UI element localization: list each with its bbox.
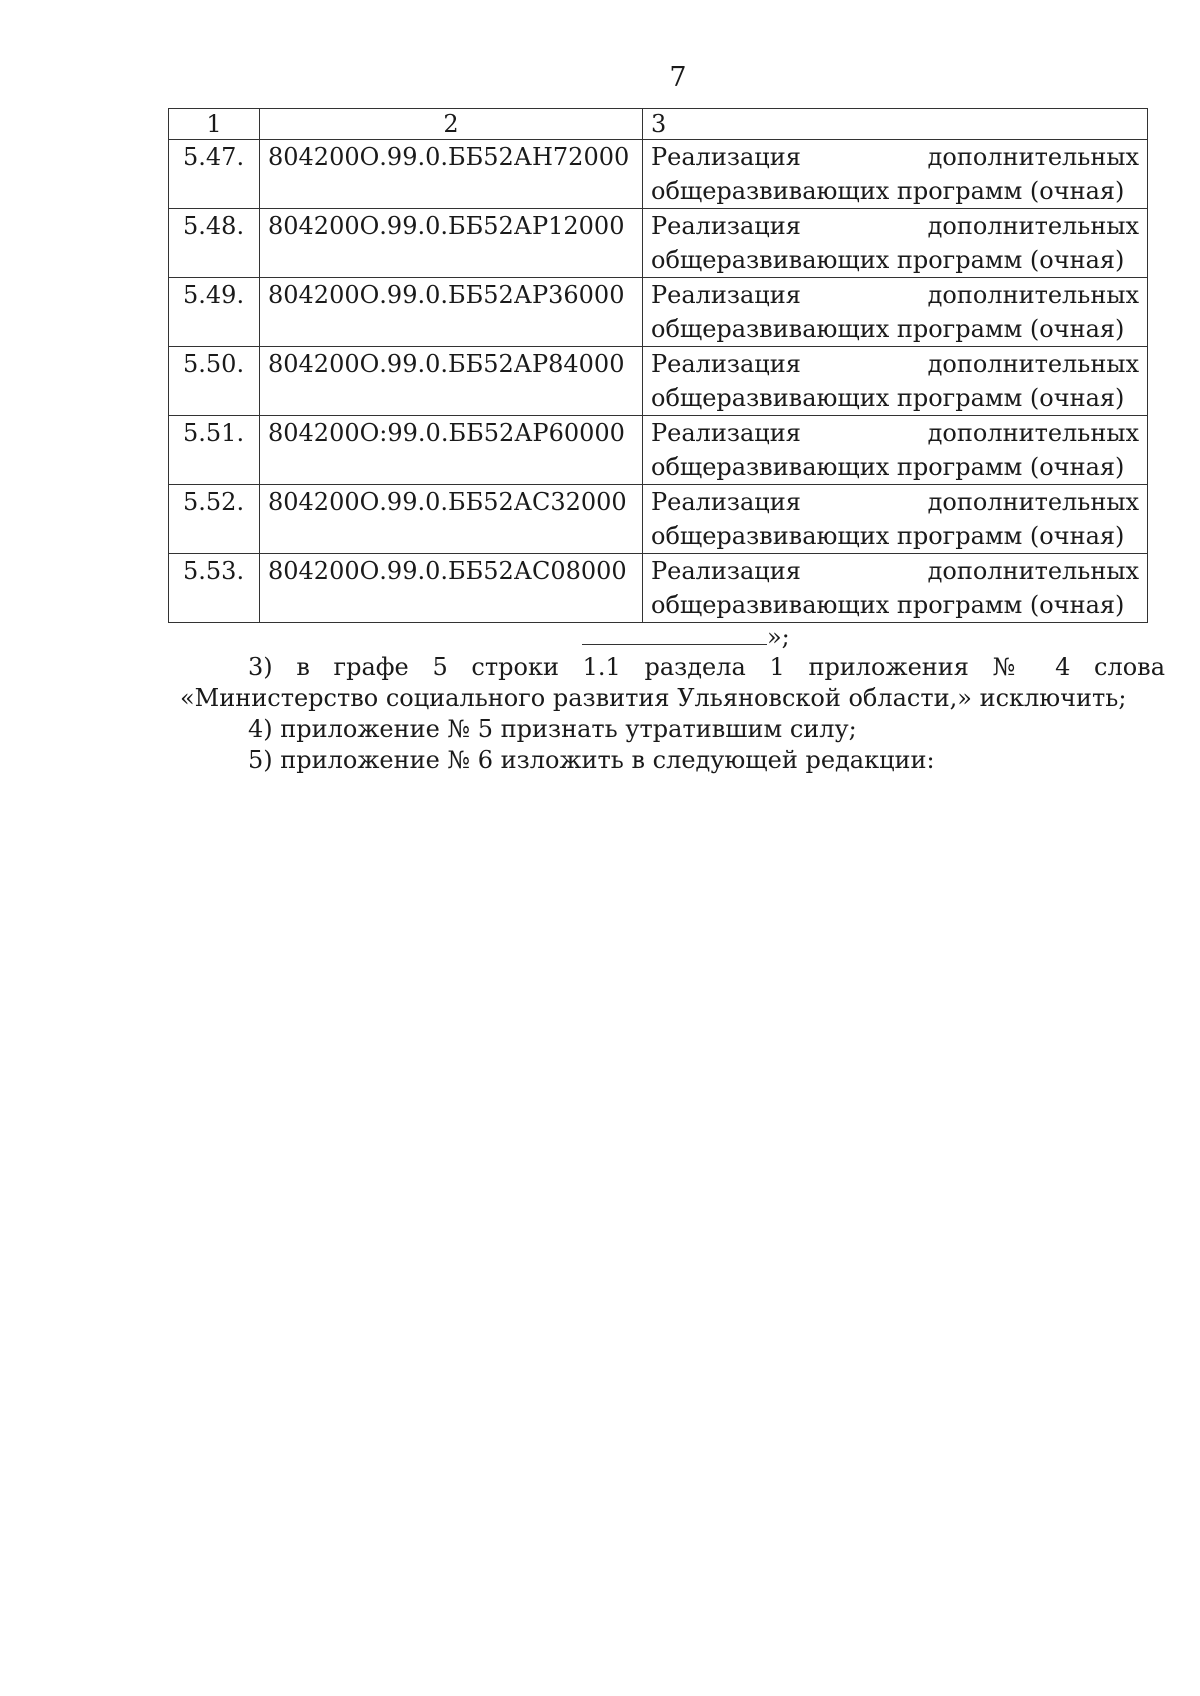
body-paragraphs: [180, 652, 1165, 776]
page-number: 7: [669, 62, 687, 93]
row-description: Реализация дополнительных общеразвивающих программ (очная): [643, 209, 1148, 278]
table-row: [169, 554, 1148, 623]
row-number: 5.47.: [169, 140, 260, 209]
table-row: [169, 209, 1148, 278]
paragraph-item-4: 4) приложение № 5 признать утратившим силу;: [248, 715, 857, 743]
row-number: 5.50.: [169, 347, 260, 416]
closing-quote-mark: »;: [767, 623, 790, 651]
row-code: 804200О:99.0.ББ52АР60000: [260, 416, 643, 485]
header-cell-3: 3: [643, 109, 1148, 140]
row-number: 5.48.: [169, 209, 260, 278]
row-number: 5.51.: [169, 416, 260, 485]
underline-rule: [582, 622, 767, 645]
row-code: 804200О.99.0.ББ52АС32000: [260, 485, 643, 554]
row-code: 804200О.99.0.ББ52АР36000: [260, 278, 643, 347]
row-description: Реализация дополнительных общеразвивающих программ (очная): [643, 485, 1148, 554]
table-row: [169, 416, 1148, 485]
row-description: Реализация дополнительных общеразвивающих программ (очная): [643, 416, 1148, 485]
paragraph-item-3: 3) в графе 5 строки 1.1 раздела 1 приложения № 4 слова «Министерство социального развития Ульяновской области,» исключить;: [180, 653, 1165, 712]
row-code: 804200О.99.0.ББ52АР84000: [260, 347, 643, 416]
row-code: 804200О.99.0.ББ52АС08000: [260, 554, 643, 623]
table-row: [169, 140, 1148, 209]
row-description: Реализация дополнительных общеразвивающих программ (очная): [643, 278, 1148, 347]
row-number: 5.53.: [169, 554, 260, 623]
table-header-row: [169, 109, 1148, 140]
table-row: [169, 347, 1148, 416]
table-row: [169, 485, 1148, 554]
table-row: [169, 278, 1148, 347]
row-code: 804200О.99.0.ББ52АН72000: [260, 140, 643, 209]
header-cell-1: 1: [169, 109, 260, 140]
row-number: 5.49.: [169, 278, 260, 347]
data-table: [168, 108, 1148, 623]
row-description: Реализация дополнительных общеразвивающих программ (очная): [643, 347, 1148, 416]
row-description: Реализация дополнительных общеразвивающих программ (очная): [643, 140, 1148, 209]
header-cell-2: 2: [260, 109, 643, 140]
closing-line: [582, 622, 790, 651]
row-description: Реализация дополнительных общеразвивающих программ (очная): [643, 554, 1148, 623]
row-number: 5.52.: [169, 485, 260, 554]
row-code: 804200О.99.0.ББ52АР12000: [260, 209, 643, 278]
paragraph-item-5: 5) приложение № 6 изложить в следующей редакции:: [248, 746, 935, 774]
